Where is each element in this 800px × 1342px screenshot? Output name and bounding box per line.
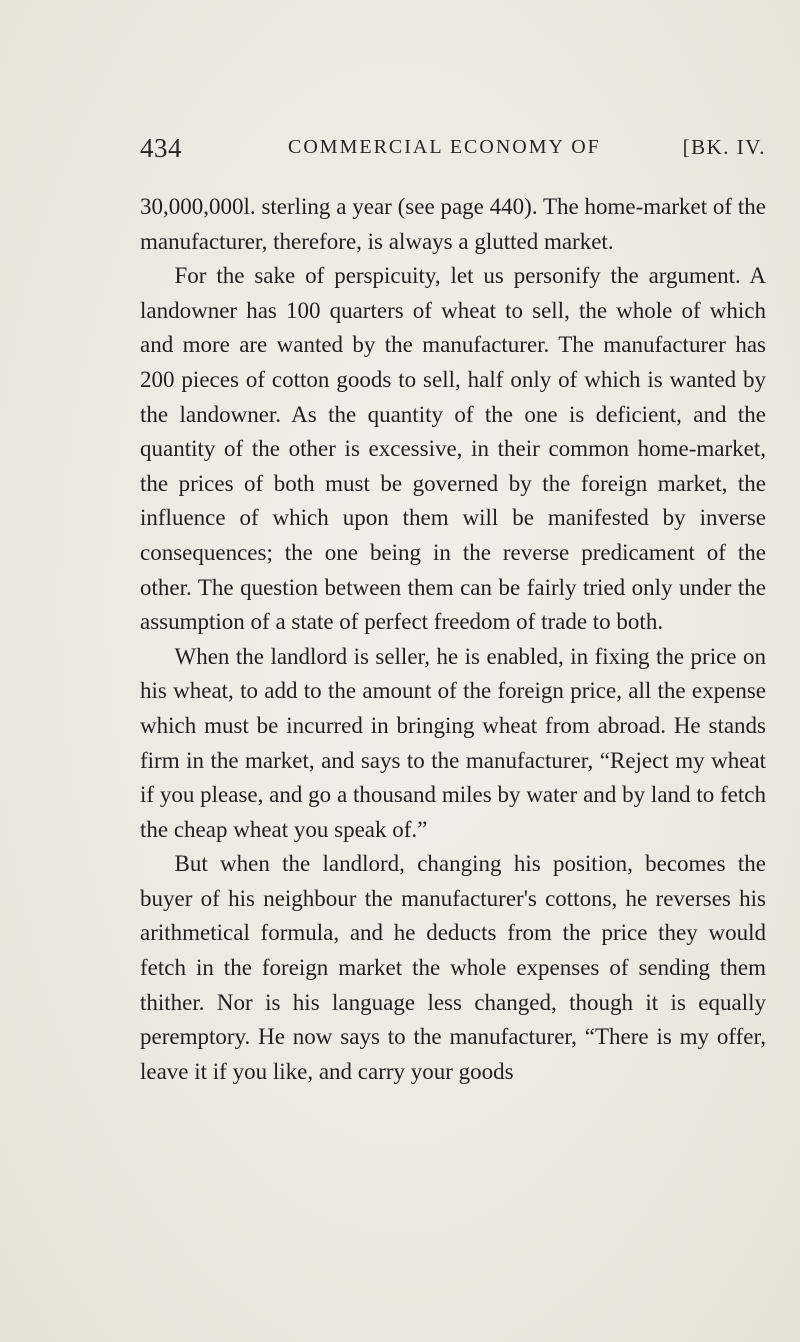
paragraph-landlord-buyer: But when the landlord, changing his position, becomes the buyer of his neighbour the manufacturer's cottons, he reverses his arithmetical formula, and he deducts from the price they would fetch in the foreign market the whole expenses of sending them thither. Nor is his language less changed, though it is equally peremptory. He now says to the manufacturer, “There is my offer, leave it if you like, and carry your goods [140,851,766,1084]
paragraph-continuation: 30,000,000l. sterling a year (see page 440). The home-market of the manufacturer, therefore, is always a glutted market. [140,194,766,254]
body-text [140,190,766,1089]
running-title: COMMERCIAL ECONOMY OF [288,136,601,158]
page-number: 434 [140,133,182,163]
running-head [140,133,766,173]
section-marker: [BK. IV. [682,135,766,159]
paragraph-personify-argument: For the sake of perspicuity, let us personify the argument. A landowner has 100 quarters of wheat to sell, the whole of which and more are wanted by the manufacturer. The manufacturer has 200 pieces of cotton goods to sell, half only of which is wanted by the landowner. As the quantity of the one is deficient, and the quantity of the other is excessive, in their common home-market, the prices of both must be governed by the foreign market, the influence of which upon them will be manifested by inverse consequences; the one being in the reverse predicament of the other. The question between them can be fairly tried only under the assumption of a state of perfect freedom of trade to both. [140,263,766,635]
paragraph-landlord-seller: When the landlord is seller, he is enabled, in fixing the price on his wheat, to add to the amount of the foreign price, all the expense which must be incurred in bringing wheat from abroad. He stands firm in the market, and says to the manufacturer, “Reject my wheat if you please, and go a thousand miles by water and by land to fetch the cheap wheat you speak of.” [140,643,766,842]
